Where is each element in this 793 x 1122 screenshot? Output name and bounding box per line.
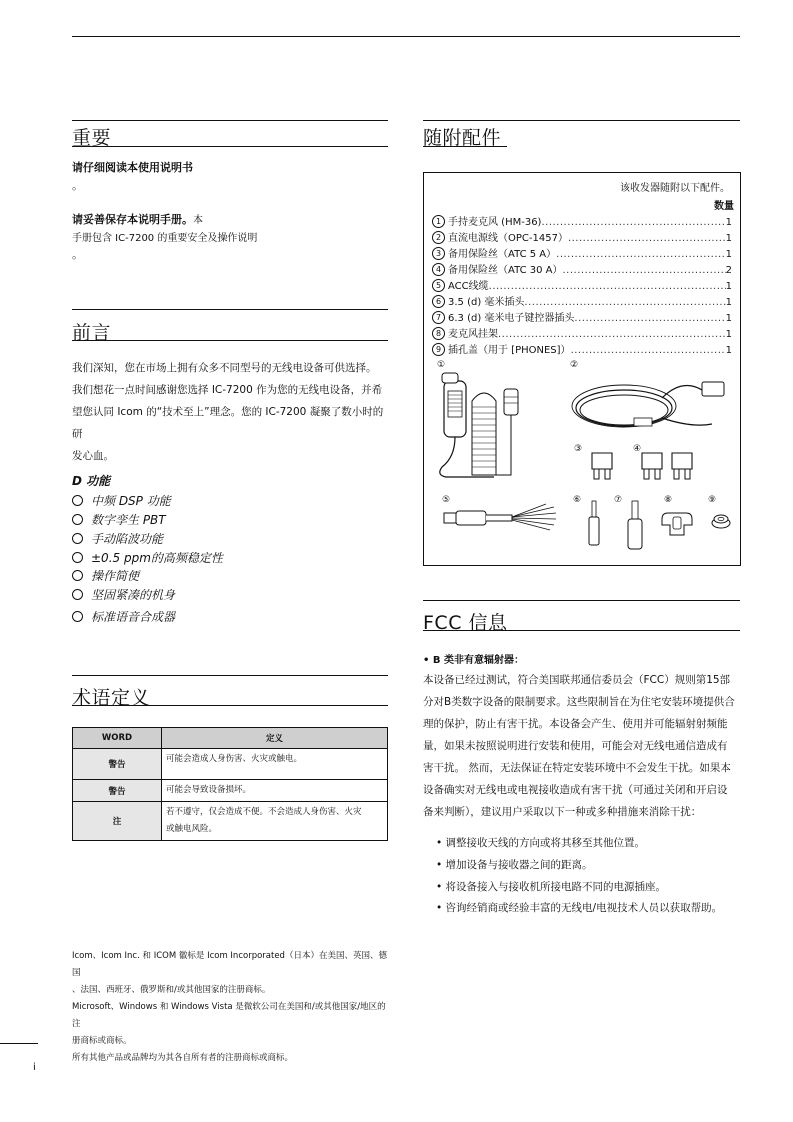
accessories-title: 随附配件 [423, 127, 502, 149]
accessories-box [423, 172, 741, 566]
foreword-line: 望您认同 Icom 的“技术至上”理念。您的 IC-7200 凝聚了数小时的研 [72, 406, 384, 440]
fcc-body [423, 669, 743, 823]
foreword-line: 发心血。 [72, 450, 114, 462]
fcc-top-rule [423, 600, 740, 601]
fcc-bullet-item: • 咨询经销商或经验丰富的无线电/电视技术人员以获取帮助。 [436, 902, 723, 914]
table-row [73, 749, 388, 780]
accessories-intro: 该收发器随附以下配件。 [620, 183, 730, 194]
accessories-top-rule [423, 120, 740, 121]
feature-item: 数字孪生 PBT [72, 511, 166, 530]
feature-item: 手动陷波功能 [72, 530, 163, 549]
important-under-rule [72, 146, 388, 147]
figure-label: ⑤ [442, 495, 451, 505]
list-item: 8 麦克风挂架 ..... 1 [432, 327, 732, 343]
fuse-5a-illustration [588, 449, 616, 481]
foreword-body [72, 357, 392, 467]
list-item: 6 3.5 (d) 毫米插头 ..... 1 [432, 295, 732, 311]
figure-label: ⑥ [573, 495, 582, 505]
terms-table [72, 727, 388, 841]
top-rule [72, 36, 740, 37]
table-row [73, 802, 388, 841]
6.3mm-plug-illustration [626, 499, 644, 551]
important-line4: 。 [72, 248, 83, 261]
fcc-bullet-item: • 增加设备与接收器之间的距离。 [436, 859, 593, 871]
trademark-notes [72, 948, 392, 1067]
term-word: 警告 [73, 780, 162, 802]
bullet-ring-icon [72, 495, 83, 506]
foreword-line: 我们想花一点时间感谢您选择 IC-7200 作为您的无线电设备，并希 [72, 384, 383, 396]
list-item: 3 备用保险丝（ATC 5 A） ..... 1 [432, 247, 732, 263]
fuse-30a-illustration [640, 449, 700, 483]
list-item: 7 6.3 (d) 毫米电子键控器插头 ..... 1 [432, 311, 732, 327]
feature-item: 中频 DSP 功能 [72, 492, 171, 511]
important-top-rule [72, 120, 388, 121]
fcc-line: 设备确实对无线电或电视接收造成有害干扰（可通过关闭和开启设 [423, 784, 728, 796]
term-word: 警告 [73, 749, 162, 780]
figure-label: ⑧ [664, 495, 673, 505]
fcc-line: 理的保护，防止有害干扰。本设备会产生、使用并可能辐射射频能 [423, 718, 728, 730]
figure-label: ⑦ [614, 495, 623, 505]
important-line2-bold: 请妥善保存本说明手册。 [72, 213, 193, 226]
bullet-ring-icon [72, 533, 83, 544]
trademark-line: 册商标或商标。 [72, 1036, 132, 1046]
dc-power-cable-illustration [562, 368, 732, 444]
foreword-top-rule [72, 309, 388, 310]
figure-label: ④ [633, 444, 642, 454]
fcc-line: 害干扰。 然而，无法保证在特定安装环境中不会发生干扰。如果本 [423, 762, 731, 774]
list-item: 4 备用保险丝（ATC 30 A） ..... 2 [432, 263, 732, 279]
foreword-line: 我们深知，您在市场上拥有众多不同型号的无线电设备可供选择。 [72, 362, 377, 374]
trademark-line: 、法国、西班牙、俄罗斯和/或其他国家的注册商标。 [72, 985, 271, 995]
accessories-under-rule [423, 146, 507, 147]
list-item: 9 插孔盖（用于 [PHONES]） ..... 1 [432, 343, 732, 359]
important-line1-end: 。 [72, 179, 83, 192]
term-word: 注 [73, 802, 162, 841]
list-item: 1 手持麦克风 (HM-36) ..... 1 [432, 215, 732, 231]
term-def: 可能会造成人身伤害、火灾或触电。 [162, 749, 388, 780]
feature-item: 操作简便 [72, 567, 139, 586]
list-item: 2 直流电源线（OPC-1457） ..... 1 [432, 231, 732, 247]
fcc-bullet-item: • 将设备接入与接收机所接电路不同的电源插座。 [436, 881, 667, 893]
page-number: i [33, 1062, 36, 1073]
bullet-ring-icon [72, 611, 83, 622]
figure-label: ② [570, 360, 579, 370]
foreword-title: 前言 [72, 322, 112, 344]
mic-hanger-illustration [660, 511, 694, 539]
figure-label: ③ [574, 444, 583, 454]
fcc-under-rule [423, 630, 740, 631]
important-line1: 请仔细阅读本使用说明书 [72, 161, 193, 174]
feature-item: ±0.5 ppm的高频稳定性 [72, 549, 223, 568]
fcc-line: 备来判断），建议用户采取以下一种或多种措施来消除干扰： [423, 806, 702, 818]
terms-top-rule [72, 675, 388, 676]
important-line3: 手册包含 IC-7200 的重要安全及操作说明 [72, 233, 258, 244]
foreword-under-rule [72, 340, 388, 341]
figure-label: ① [437, 360, 446, 370]
acc-cable-illustration [442, 503, 562, 533]
features-title: D 功能 [72, 474, 111, 488]
terms-col-word: WORD [73, 728, 162, 749]
fcc-bullet-item: • 调整接收天线的方向或将其移至其他位置。 [436, 837, 646, 849]
term-def: 若不遵守，仅会造成不便。不会造成人身伤害、火灾 或触电风险。 [162, 802, 388, 841]
figure-label: ⑨ [708, 495, 717, 505]
bullet-ring-icon [72, 552, 83, 563]
bullet-ring-icon [72, 570, 83, 581]
list-item: 5 ACC线缆 ..... 1 [432, 279, 732, 295]
fcc-line: 本设备已经过测试，符合美国联邦通信委员会（FCC）规则第15部 [423, 674, 731, 686]
hand-microphone-illustration [432, 371, 544, 481]
important-line2-tail: 本 [193, 215, 203, 226]
trademark-line: Microsoft、Windows 和 Windows Vista 是微软公司在美国和/或其他国家/地区的注 [72, 1002, 386, 1029]
terms-col-def: 定义 [162, 728, 388, 749]
bullet-ring-icon [72, 514, 83, 525]
accessories-qty-label: 数量 [714, 201, 734, 212]
fcc-title: FCC 信息 [423, 612, 508, 634]
bullet-ring-icon [72, 589, 83, 600]
table-row [73, 780, 388, 802]
terms-title: 术语定义 [72, 687, 151, 709]
trademark-line: Icom、Icom Inc. 和 ICOM 徽标是 Icom Incorporated（日本）在美国、英国、德国 [72, 951, 387, 978]
jack-cap-illustration [710, 513, 732, 529]
important-line2 [72, 211, 203, 227]
fcc-line: 量，如果未按照说明进行安装和使用，可能会对无线电通信造成有 [423, 740, 728, 752]
feature-item: 标准语音合成器 [72, 608, 175, 627]
terms-under-rule [72, 705, 388, 706]
3.5mm-plug-illustration [586, 499, 602, 547]
fcc-subhead: • B 类非有意辐射器： [423, 655, 524, 666]
important-title: 重要 [72, 127, 112, 149]
fcc-line: 分对B类数字设备的限制要求。这些限制旨在为住宅安装环境提供合 [423, 696, 735, 708]
trademark-line: 所有其他产品或品牌均为其各自所有者的注册商标或商标。 [72, 1053, 294, 1063]
feature-item: 坚固紧凑的机身 [72, 586, 175, 605]
page-corner-rule [0, 1043, 38, 1044]
term-def: 可能会导致设备损坏。 [162, 780, 388, 802]
terms-header-row [73, 728, 388, 749]
